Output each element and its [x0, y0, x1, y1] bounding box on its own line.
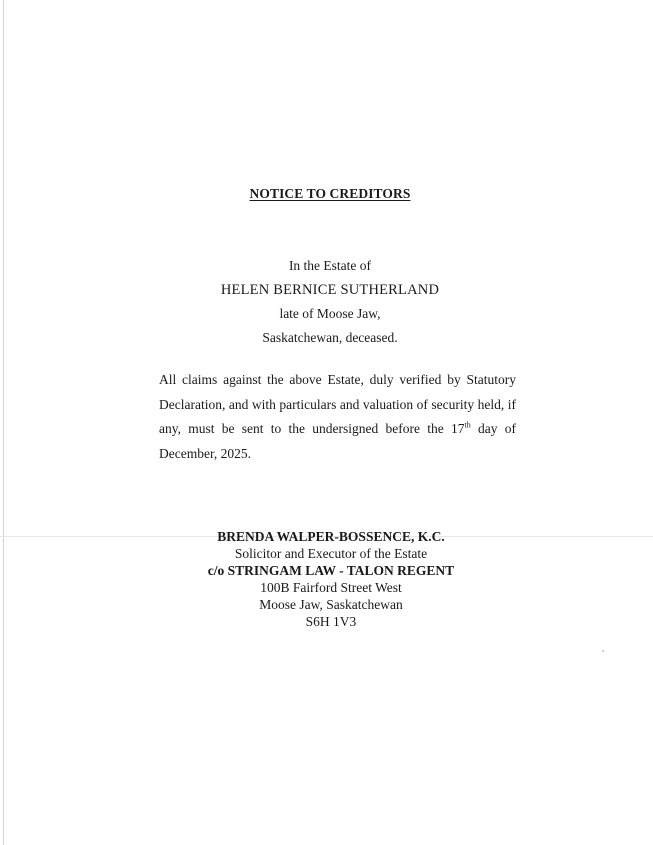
deceased-name: HELEN BERNICE SUTHERLAND [220, 282, 440, 298]
page-edge [3, 0, 4, 845]
estate-block [0, 254, 653, 350]
claims-paragraph [159, 368, 516, 466]
claims-ordinal-suffix: th [464, 420, 471, 430]
law-firm: c/o STRINGAM LAW - TALON REGENT [207, 563, 455, 578]
notice-title: NOTICE TO CREDITORS [249, 186, 411, 201]
signature-block [0, 528, 653, 630]
scan-speck [602, 650, 604, 652]
street-address: 100B Fairford Street West [260, 580, 402, 595]
late-of: late of Moose Jaw, [279, 306, 381, 321]
claims-text-before: All claims against the above Estate, duly verified by Statutory Declaration, and with particulars and valuation of security held, if any, must be sent to the undersigned before the 17 [159, 372, 516, 436]
estate-intro: In the Estate of [288, 258, 372, 273]
province-status: Saskatchewan, deceased. [262, 330, 398, 345]
signatory-role: Solicitor and Executor of the Estate [234, 546, 428, 561]
postal-code: S6H 1V3 [305, 614, 357, 629]
claims-text-after: day of December, 2025. [159, 421, 516, 461]
signatory-name: BRENDA WALPER-BOSSENCE, K.C. [217, 529, 445, 544]
city-province: Moose Jaw, Saskatchewan [259, 597, 403, 612]
